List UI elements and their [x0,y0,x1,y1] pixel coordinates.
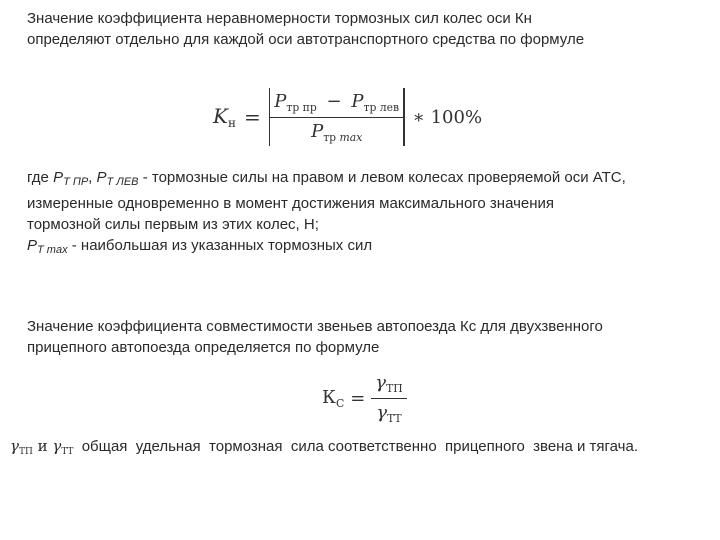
formula1-denominator: $P_{тр max}$ [311,120,363,144]
definitions-paragraph [27,167,697,261]
formula2-fraction [371,372,406,425]
definitions-line-3: тормозной силы первым из этих колес, Н; [27,216,319,233]
formula1-equals: = [243,105,261,129]
intro-line-1: Значение коэффициента неравномерности тормозных сил колес оси Кн [27,10,532,27]
formula2-equals: = [350,387,366,409]
formula1-fraction [270,91,403,144]
formula2-numerator: $\gamma_{ТП}$ [371,372,406,399]
gamma-definition-text: общая удельная тормозная сила соответственно прицепного звена и тягача. [73,438,638,455]
compatibility-line-2: прицепного автопоезда определяется по формуле [27,339,380,356]
formula1-numerator: $P_{тр пр} - P_{тр лев}$ [270,91,403,118]
formula-unevenness-coefficient [213,86,482,148]
formula1-lhs: $K_н$ [213,103,236,131]
gamma-definition-line [10,437,715,457]
formula2-lhs: $К_С$ [322,386,345,410]
definitions-line-2: измеренные одновременно в момент достижения максимального значения [27,195,555,212]
compatibility-paragraph [27,316,697,358]
compatibility-line-1: Значение коэффициента совместимости звеньев автопоезда Кс для двухзвенного [27,318,603,335]
formula-compatibility-coefficient [322,371,407,425]
formula2-denominator: $\gamma_{ТТ}$ [376,401,402,425]
intro-line-2: определяют отдельно для каждой оси автотранспортного средства по формуле [27,31,585,48]
intro-paragraph [27,8,697,50]
gamma-symbols: $\gamma_{ТП}$ и $\gamma_{ТТ}$ [10,437,74,458]
formula1-abs-right-bar [403,88,405,146]
definitions-line-4: $P_{Т max}$ - наибольшая из указанных тормозных сил [27,237,373,256]
definitions-line-1: где $P_{Т ПР}$, $P_{Т ЛЕВ}$ - тормозные силы на правом и левом колесах проверяемой оси АТС, [27,169,626,188]
formula1-times-100: ∗ 100% [412,106,483,128]
